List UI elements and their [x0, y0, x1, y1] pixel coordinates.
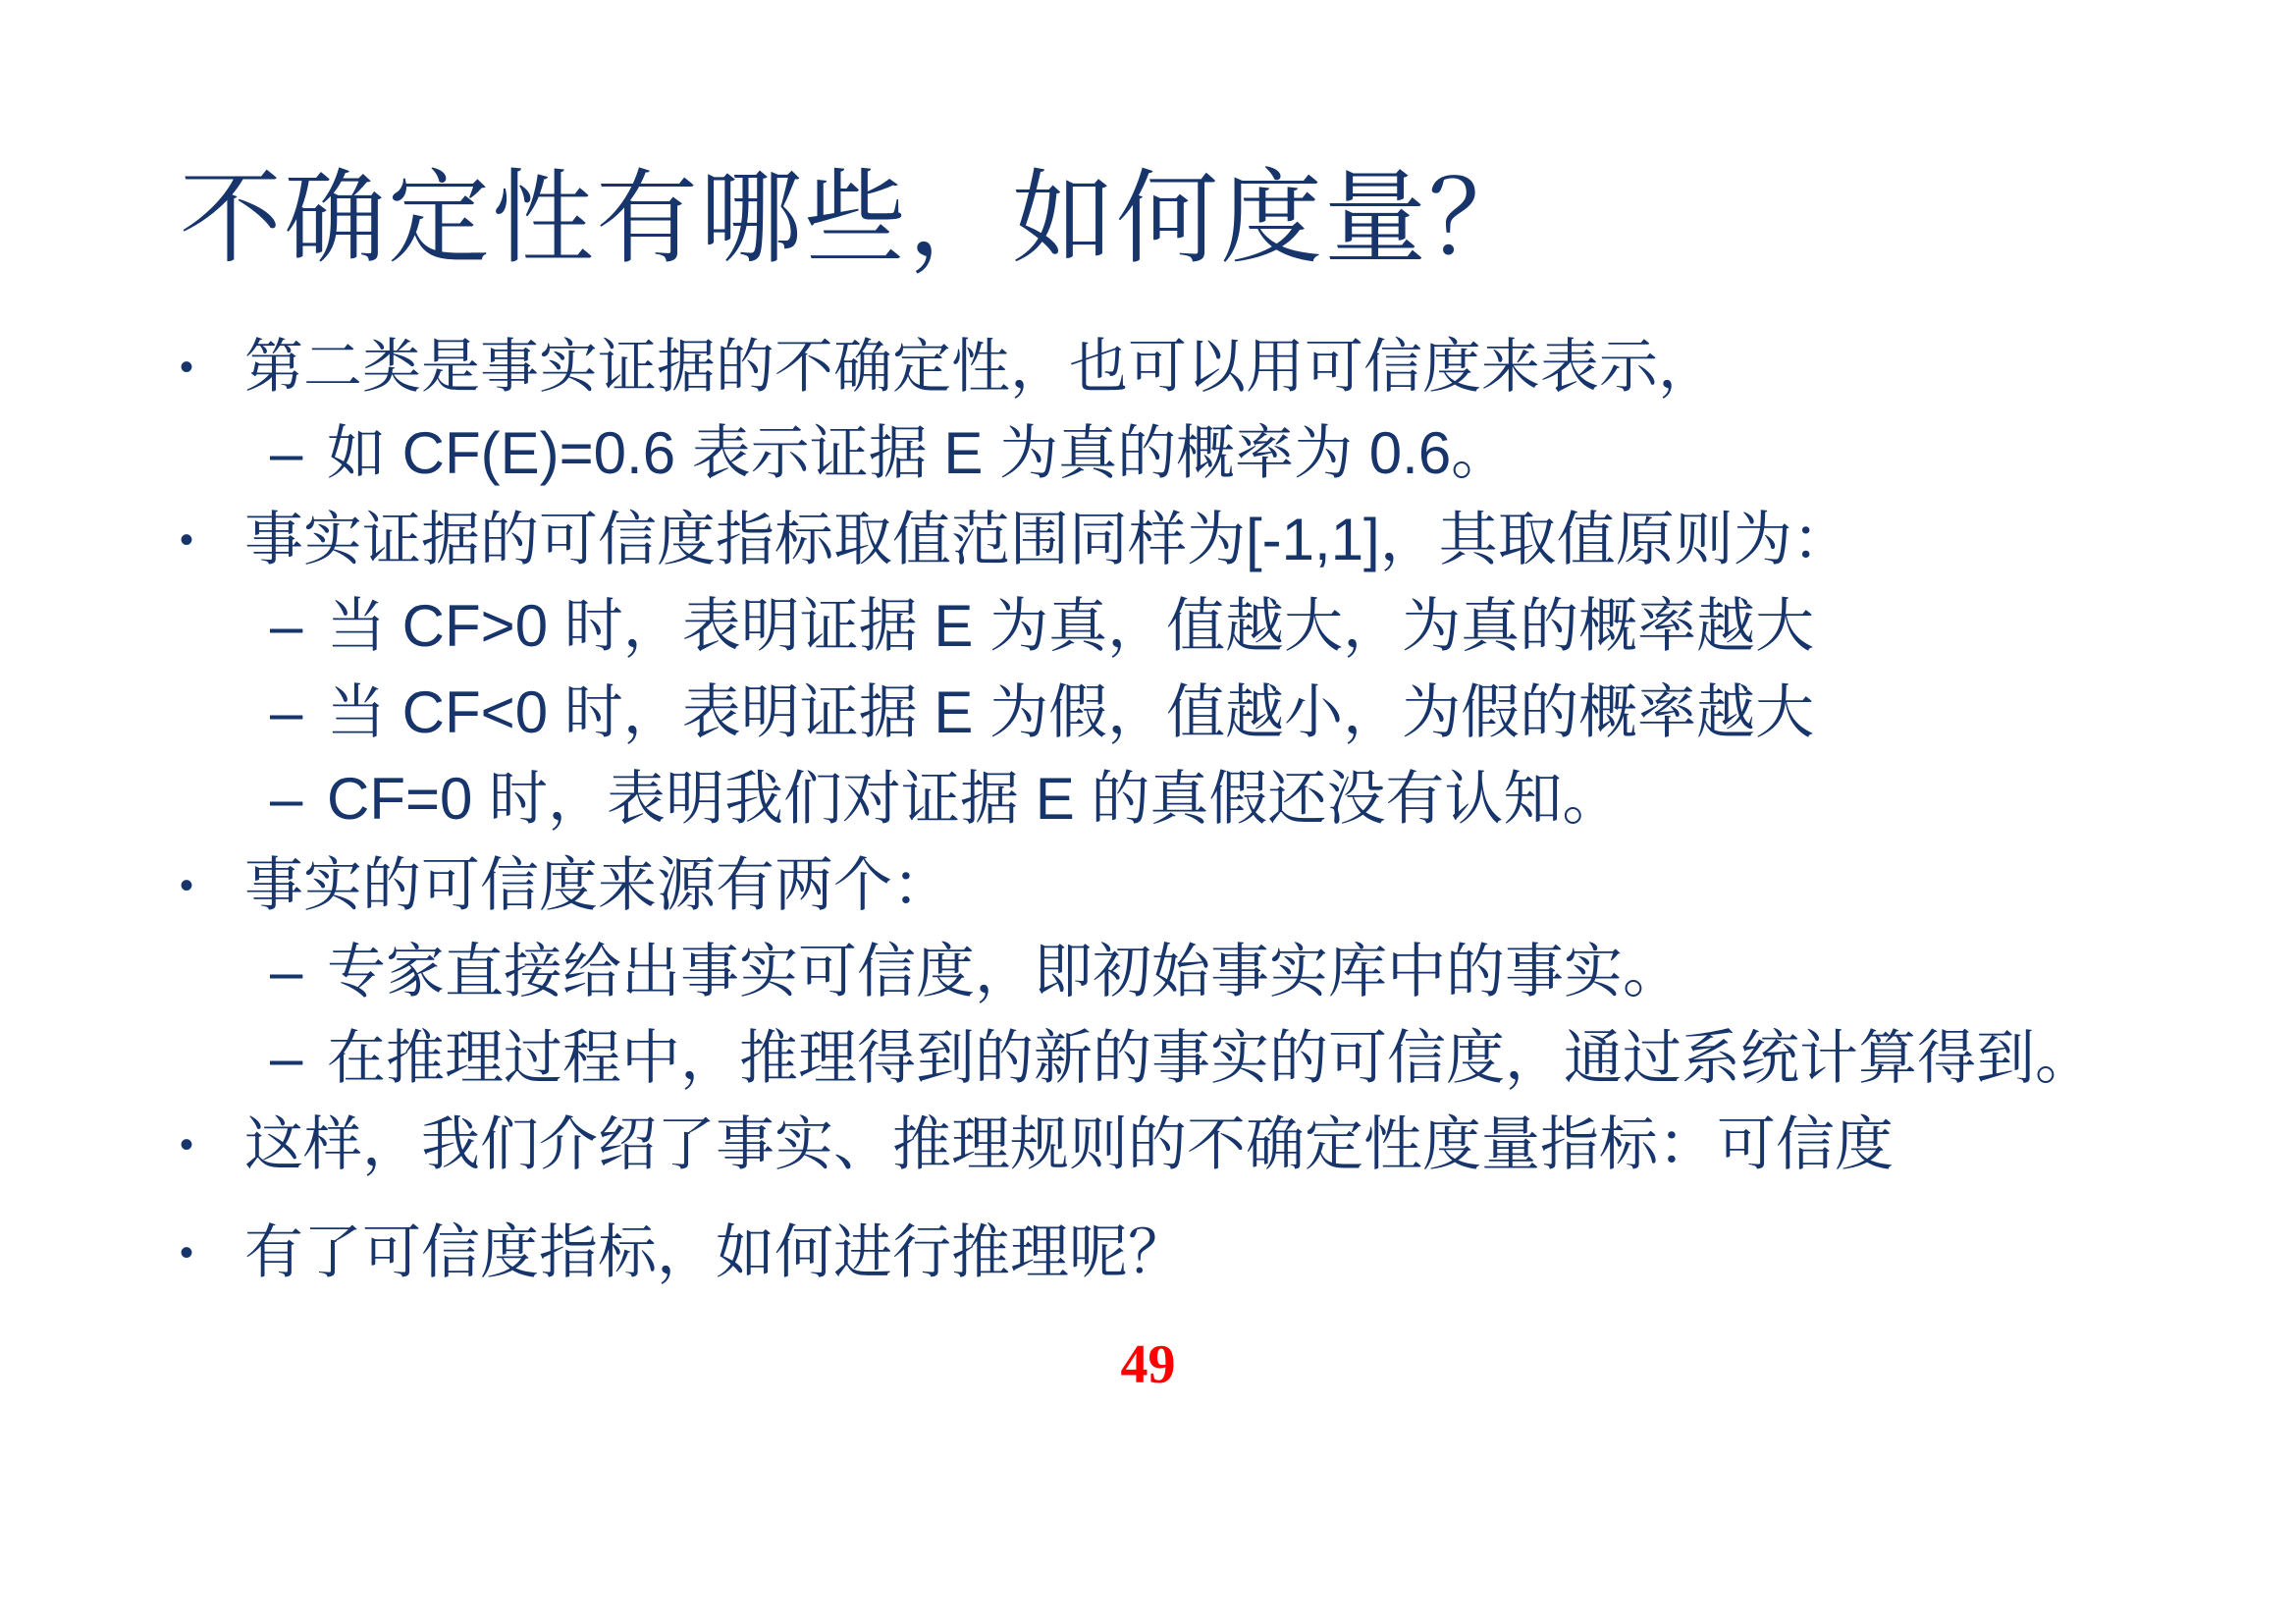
- sub-bullet-text: 如 CF(E)=0.6 表示证据 E 为真的概率为 0.6。: [327, 420, 1511, 486]
- sub-bullet-item: [180, 1015, 2221, 1102]
- sub-bullet-item: [180, 583, 2221, 670]
- bullet-text: 这样，我们介绍了事实、推理规则的不确定性度量指标：可信度: [244, 1111, 1894, 1177]
- sub-bullet-item: [180, 756, 2221, 842]
- slide-title: 不确定性有哪些，如何度量？: [180, 162, 1533, 276]
- dash-icon: –: [270, 939, 303, 1004]
- bullet-dot-icon: •: [180, 1123, 194, 1166]
- dash-icon: –: [270, 593, 303, 659]
- bullet-dot-icon: •: [180, 518, 194, 562]
- bullet-item: [180, 1102, 2221, 1188]
- sub-bullet-text: 当 CF<0 时，表明证据 E 为假，值越小，为假的概率越大: [327, 679, 1815, 745]
- bullet-dot-icon: •: [180, 346, 194, 389]
- sub-bullet-item: [180, 410, 2221, 497]
- bullet-item: [180, 1210, 2221, 1296]
- bullet-item: [180, 324, 2221, 410]
- bullet-item: [180, 497, 2221, 583]
- dash-icon: –: [270, 420, 303, 486]
- slide-body: [180, 324, 2221, 1296]
- bullet-item: [180, 842, 2221, 929]
- dash-icon: –: [270, 766, 303, 832]
- bullet-text: 事实证据的可信度指标取值范围同样为[-1,1]，其取值原则为：: [244, 507, 1851, 572]
- bullet-dot-icon: •: [180, 1231, 194, 1274]
- sub-bullet-text: 当 CF>0 时，表明证据 E 为真，值越大，为真的概率越大: [327, 593, 1815, 659]
- bullet-text: 有了可信度指标，如何进行推理呢？: [244, 1219, 1187, 1285]
- dash-icon: –: [270, 1025, 303, 1091]
- bullet-text: 事实的可信度来源有两个：: [244, 852, 951, 918]
- bullet-text: 第二类是事实证据的不确定性，也可以用可信度来表示，: [244, 334, 1717, 400]
- sub-bullet-item: [180, 929, 2221, 1015]
- sub-bullet-text: 在推理过程中，推理得到的新的事实的可信度，通过系统计算得到。: [327, 1025, 2094, 1091]
- sub-bullet-text: CF=0 时，表明我们对证据 E 的真假还没有认知。: [327, 766, 1622, 832]
- sub-bullet-item: [180, 670, 2221, 756]
- bullet-dot-icon: •: [180, 864, 194, 907]
- sub-bullet-text: 专家直接给出事实可信度，即初始事实库中的事实。: [327, 939, 1682, 1004]
- dash-icon: –: [270, 679, 303, 745]
- page-number: 49: [1120, 1334, 1176, 1395]
